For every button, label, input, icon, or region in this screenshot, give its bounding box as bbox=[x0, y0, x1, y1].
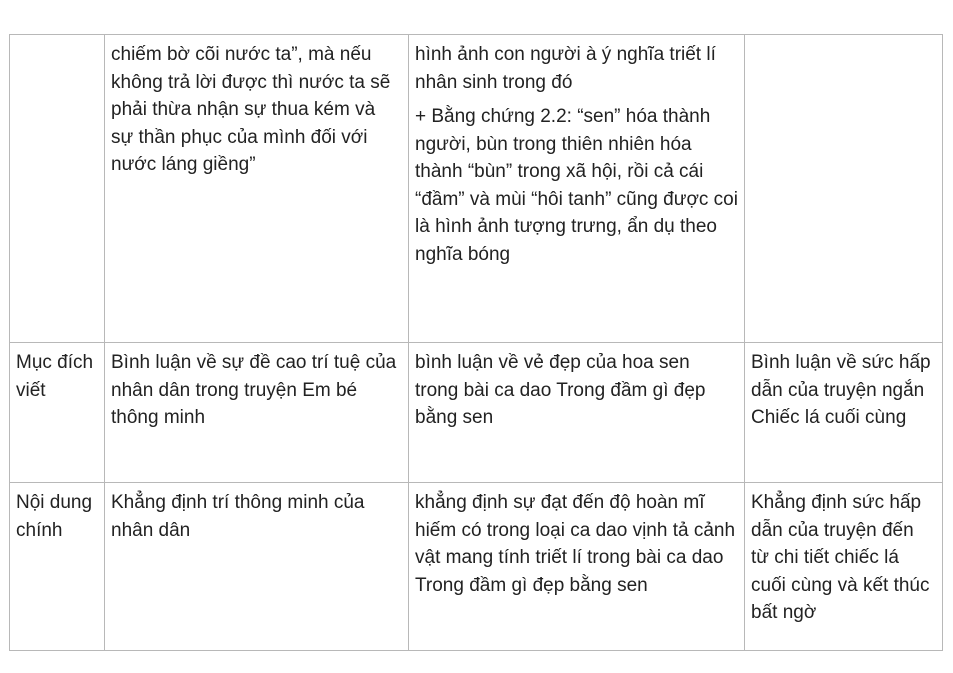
cell-paragraph: hình ảnh con người à ý nghĩa triết lí nhân sinh trong đó bbox=[415, 44, 716, 93]
table-cell: chiếm bờ cõi nước ta”, mà nếu không trả lời được thì nước ta sẽ phải thừa nhận sự thua kém và sự thần phục của mình đối với nước láng giềng” bbox=[105, 35, 409, 343]
table-row bbox=[10, 35, 943, 343]
table-cell: khẳng định sự đạt đến độ hoàn mĩ hiếm có trong loại ca dao vịnh tả cảnh vật mang tính triết lí trong bài ca dao Trong đầm gì đẹp bằng sen bbox=[409, 483, 745, 651]
table-cell bbox=[409, 35, 745, 343]
table-cell: Bình luận về sự đề cao trí tuệ của nhân dân trong truyện Em bé thông minh bbox=[105, 343, 409, 483]
cell-paragraph: + Bằng chứng 2.2: “sen” hóa thành người, bùn trong thiên nhiên hóa thành “bùn” trong xã hội, rồi cả cái “đầm” và mùi “hôi tanh” cũng được coi là hình ảnh tượng trưng, ẩn dụ theo nghĩa bóng bbox=[415, 106, 738, 265]
table-cell bbox=[10, 35, 105, 343]
table-cell bbox=[745, 35, 943, 343]
table-cell: Khẳng định trí thông minh của nhân dân bbox=[105, 483, 409, 651]
table-cell: Bình luận về sức hấp dẫn của truyện ngắn Chiếc lá cuối cùng bbox=[745, 343, 943, 483]
table-row bbox=[10, 483, 943, 651]
table-cell: bình luận về vẻ đẹp của hoa sen trong bài ca dao Trong đầm gì đẹp bằng sen bbox=[409, 343, 745, 483]
table-cell: Khẳng định sức hấp dẫn của truyện đến từ chi tiết chiếc lá cuối cùng và kết thúc bất ngờ bbox=[745, 483, 943, 651]
table-row bbox=[10, 343, 943, 483]
comparison-table bbox=[9, 34, 943, 651]
row-label: Mục đích viết bbox=[10, 343, 105, 483]
row-label: Nội dung chính bbox=[10, 483, 105, 651]
